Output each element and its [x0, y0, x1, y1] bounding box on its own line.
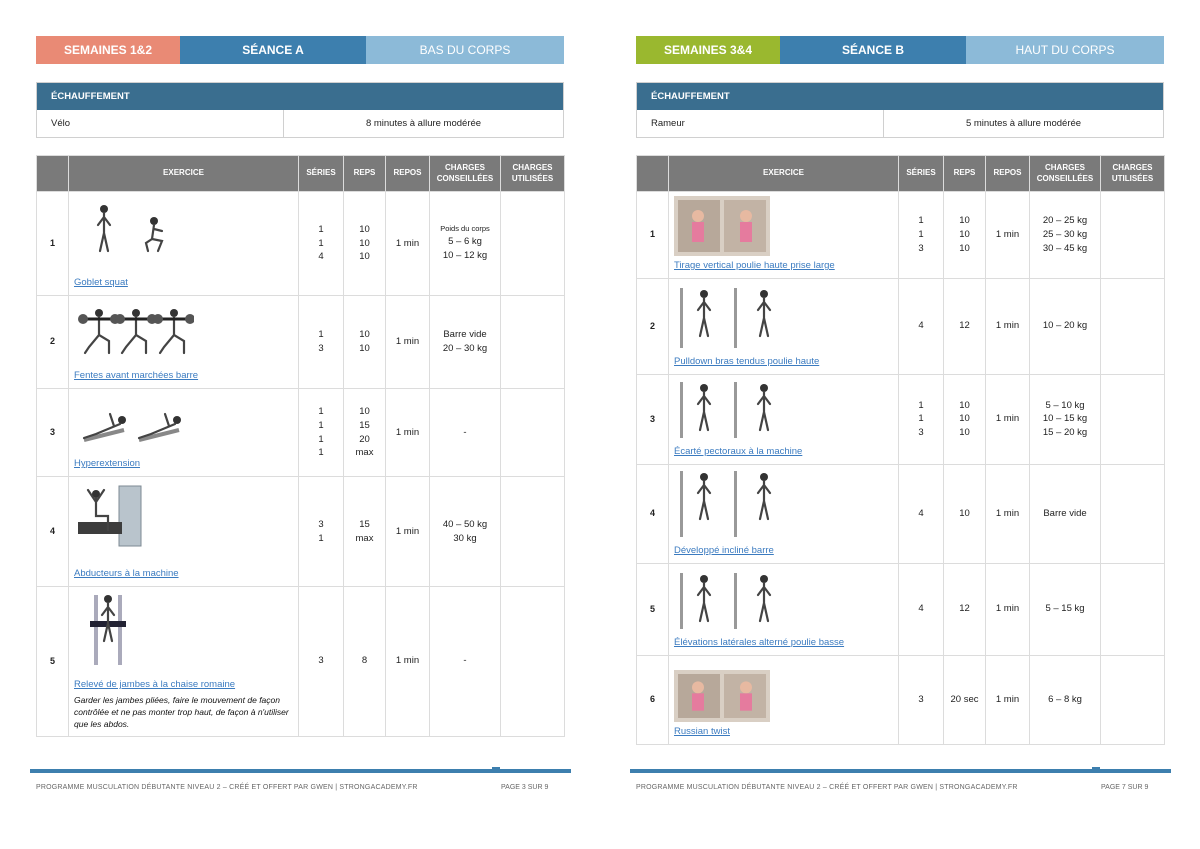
- series-cell: [299, 587, 344, 737]
- table-row: [637, 278, 1165, 374]
- rest-cell: 1 min: [386, 477, 430, 587]
- warmup-row: [37, 110, 563, 137]
- series-cell-value: 1: [318, 419, 324, 431]
- page-left: [36, 36, 564, 730]
- series-cell-value: 1: [918, 215, 924, 227]
- series-cell-value: 1: [918, 229, 924, 240]
- col-rest: REPOS: [386, 156, 430, 192]
- reps-cell-value: 10: [359, 251, 370, 263]
- table-row: [637, 655, 1165, 744]
- series-cell: [299, 192, 344, 296]
- session-label: SÉANCE A: [180, 36, 366, 64]
- loads-advised-cell-value: Barre vide: [1043, 507, 1087, 519]
- exercise-link[interactable]: Relevé de jambes à la chaise romaine: [74, 679, 236, 690]
- series-cell-value: 1: [318, 405, 324, 417]
- exercise-cell: [69, 587, 299, 737]
- exercise-table: [36, 155, 565, 737]
- footer-text: PROGRAMME MUSCULATION DÉBUTANTE NIVEAU 2 – CRÉÉ ET OFFERT PAR GWEN | STRONGACADEMY.FR: [636, 784, 1018, 791]
- loads-advised-cell: [1030, 374, 1101, 464]
- exercise-link[interactable]: Abducteurs à la machine: [74, 568, 179, 580]
- reps-cell-value: 10: [959, 399, 970, 411]
- exercise-cell: [669, 464, 899, 563]
- hyperextension-illustration: [74, 396, 194, 454]
- series-cell: [899, 374, 944, 464]
- loads-advised-cell-value: 5 – 6 kg: [448, 236, 482, 248]
- loads-used-cell[interactable]: [1101, 278, 1165, 374]
- loads-used-cell[interactable]: [1101, 192, 1165, 279]
- exercise-number: 3: [637, 374, 669, 464]
- warmup-detail: 5 minutes à allure modérée: [965, 118, 1082, 129]
- loads-advised-cell-value: 15 – 20 kg: [1042, 427, 1088, 439]
- col-number: [37, 156, 69, 192]
- exercise-cell: [69, 389, 299, 477]
- reps-cell: [344, 389, 386, 477]
- abductor-machine-illustration: [74, 482, 194, 564]
- table-row: [37, 587, 565, 737]
- exercise-number: 5: [637, 563, 669, 655]
- loads-advised-cell-value: 20 – 25 kg: [1042, 215, 1088, 227]
- loads-advised-cell-value: 20 – 30 kg: [442, 343, 488, 354]
- loads-advised-cell-value: Poids du corps: [440, 224, 490, 234]
- loads-advised-cell-value: 40 – 50 kg: [442, 518, 488, 530]
- series-cell: [899, 563, 944, 655]
- page-number: PAGE 3 SUR 9: [501, 784, 549, 791]
- incline-bench-press-illustration: [674, 469, 794, 541]
- loads-used-cell[interactable]: [501, 192, 565, 296]
- series-cell-value: 1: [318, 223, 324, 235]
- reps-cell-value: 15: [359, 419, 370, 431]
- goblet-squat-illustration: [74, 201, 194, 273]
- exercise-cell: [669, 655, 899, 744]
- cable-lateral-raise-illustration: [674, 571, 794, 633]
- body-part-label: BAS DU CORPS: [366, 36, 564, 64]
- reps-cell: [944, 655, 986, 744]
- loads-used-cell[interactable]: [501, 587, 565, 737]
- col-exercise: EXERCICE: [669, 156, 899, 192]
- loads-used-cell[interactable]: [1101, 464, 1165, 563]
- series-cell: [299, 296, 344, 389]
- col-loads-advised: CHARGES CONSEILLÉES: [430, 156, 501, 192]
- col-series: SÉRIES: [299, 156, 344, 192]
- weeks-label: SEMAINES 1&2: [36, 36, 180, 64]
- exercise-cell: [69, 477, 299, 587]
- reps-cell: [944, 374, 986, 464]
- table-header-row: [37, 156, 565, 192]
- loads-advised-cell: [430, 389, 501, 477]
- rest-cell: 1 min: [986, 464, 1030, 563]
- lat-pulldown-photo: [674, 196, 770, 256]
- rest-cell: 1 min: [386, 296, 430, 389]
- exercise-link[interactable]: Développé incliné barre: [674, 544, 774, 556]
- exercise-link[interactable]: Élévations latérales alterné poulie basse: [674, 636, 845, 648]
- reps-cell-value: 10: [959, 427, 970, 439]
- reps-cell: [344, 587, 386, 737]
- reps-cell-value: 20 sec: [950, 693, 979, 705]
- col-reps: REPS: [344, 156, 386, 192]
- footer-tick: [1092, 767, 1100, 769]
- loads-advised-cell-value: 10 – 15 kg: [1042, 413, 1088, 425]
- exercise-number: 6: [637, 655, 669, 744]
- series-cell-value: 3: [318, 343, 324, 354]
- series-cell-value: 4: [918, 507, 924, 519]
- reps-cell-value: max: [355, 532, 374, 544]
- loads-advised-cell-value: 10 – 20 kg: [1042, 320, 1088, 332]
- exercise-number: 1: [37, 192, 69, 296]
- exercise-number: 3: [37, 389, 69, 477]
- series-cell-value: 1: [918, 413, 924, 425]
- col-rest: REPOS: [986, 156, 1030, 192]
- reps-cell: [944, 192, 986, 279]
- exercise-link[interactable]: Hyperextension: [74, 458, 141, 470]
- reps-cell-value: 10: [959, 413, 970, 425]
- loads-advised-cell-value: -: [463, 426, 467, 438]
- loads-used-cell[interactable]: [1101, 655, 1165, 744]
- page-number: PAGE 7 SUR 9: [1101, 784, 1149, 791]
- table-header-row: [637, 156, 1165, 192]
- reps-cell: [944, 278, 986, 374]
- series-cell-value: 1: [318, 532, 324, 544]
- reps-cell: [344, 477, 386, 587]
- loads-advised-cell-value: 30 kg: [453, 532, 477, 544]
- series-cell: [899, 655, 944, 744]
- reps-cell-value: 10: [359, 405, 370, 417]
- loads-advised-cell: [430, 477, 501, 587]
- exercise-number: 4: [37, 477, 69, 587]
- loads-advised-cell: [1030, 563, 1101, 655]
- series-cell: [299, 477, 344, 587]
- loads-used-cell[interactable]: [1101, 563, 1165, 655]
- reps-cell-value: 12: [959, 603, 970, 615]
- rest-cell: 1 min: [386, 389, 430, 477]
- table-row: [637, 192, 1165, 279]
- reps-cell-value: 10: [959, 242, 970, 254]
- loads-advised-cell-value: 10 – 12 kg: [442, 249, 488, 261]
- series-cell-value: 4: [918, 603, 924, 615]
- footer-text: PROGRAMME MUSCULATION DÉBUTANTE NIVEAU 2 – CRÉÉ ET OFFERT PAR GWEN | STRONGACADEMY.FR: [36, 784, 418, 791]
- series-cell: [899, 464, 944, 563]
- exercise-cell: [669, 278, 899, 374]
- series-cell-value: 3: [318, 655, 324, 667]
- warmup-header: ÉCHAUFFEMENT: [37, 83, 563, 110]
- series-cell: [899, 192, 944, 279]
- rest-cell: 1 min: [986, 192, 1030, 279]
- series-cell-value: 4: [318, 251, 324, 263]
- reps-cell: [944, 563, 986, 655]
- reps-cell: [344, 192, 386, 296]
- rest-cell: 1 min: [986, 374, 1030, 464]
- col-series: SÉRIES: [899, 156, 944, 192]
- loads-advised-cell-value: Barre vide: [443, 329, 487, 341]
- exercise-table: [636, 155, 1165, 745]
- reps-cell-value: 8: [361, 655, 368, 667]
- series-cell-value: 1: [918, 399, 924, 411]
- loads-advised-cell: [1030, 655, 1101, 744]
- rest-cell: 1 min: [986, 655, 1030, 744]
- table-row: [37, 296, 565, 389]
- loads-advised-cell-value: 25 – 30 kg: [1042, 229, 1088, 240]
- warmup-activity: Vélo: [37, 110, 284, 137]
- warmup-row: [637, 110, 1163, 137]
- exercise-number: 4: [637, 464, 669, 563]
- reps-cell-value: 10: [359, 223, 370, 235]
- exercise-number: 2: [637, 278, 669, 374]
- exercise-link[interactable]: Tirage vertical poulie haute prise large: [674, 260, 835, 271]
- warmup-table: [636, 82, 1164, 138]
- table-row: [637, 563, 1165, 655]
- loads-used-cell[interactable]: [501, 296, 565, 389]
- loads-advised-cell: [1030, 278, 1101, 374]
- exercise-number: 1: [637, 192, 669, 279]
- series-cell-value: 1: [318, 237, 324, 249]
- exercise-number: 2: [37, 296, 69, 389]
- exercise-cell: [669, 192, 899, 279]
- series-cell-value: 3: [318, 518, 324, 530]
- loads-advised-cell: [430, 192, 501, 296]
- col-loads-advised: CHARGES CONSEILLÉES: [1030, 156, 1101, 192]
- roman-chair-illustration: [74, 591, 194, 675]
- col-loads-used: CHARGES UTILISÉES: [501, 156, 565, 192]
- rest-cell: 1 min: [986, 278, 1030, 374]
- reps-cell-value: 10: [359, 329, 370, 341]
- exercise-cell: [669, 563, 899, 655]
- reps-cell-value: 20: [359, 433, 370, 445]
- series-cell-value: 4: [918, 320, 924, 332]
- body-part-label: HAUT DU CORPS: [966, 36, 1164, 64]
- session-banner: [36, 36, 564, 64]
- straight-arm-pulldown-illustration: [674, 286, 794, 352]
- reps-cell-value: 15: [359, 518, 370, 530]
- series-cell-value: 1: [318, 433, 324, 445]
- reps-cell: [344, 296, 386, 389]
- warmup-activity: Rameur: [637, 110, 884, 137]
- loads-used-cell[interactable]: [1101, 374, 1165, 464]
- loads-advised-cell-value: 5 – 10 kg: [1045, 399, 1085, 411]
- exercise-link[interactable]: Fentes avant marchées barre: [74, 370, 199, 382]
- russian-twist-photo: [674, 670, 770, 722]
- rest-cell: 1 min: [386, 192, 430, 296]
- warmup-table: [36, 82, 564, 138]
- walking-lunges-illustration: [74, 303, 194, 366]
- col-number: [637, 156, 669, 192]
- footer-bar: [630, 769, 1171, 773]
- exercise-link[interactable]: Goblet squat: [74, 277, 128, 289]
- reps-cell-value: 10: [359, 343, 370, 354]
- loads-advised-cell: [1030, 464, 1101, 563]
- reps-cell-value: 10: [359, 237, 370, 249]
- session-label: SÉANCE B: [780, 36, 966, 64]
- reps-cell-value: 10: [959, 215, 970, 227]
- table-row: [37, 477, 565, 587]
- loads-advised-cell-value: -: [463, 655, 467, 667]
- table-row: [637, 374, 1165, 464]
- exercise-cell: [669, 374, 899, 464]
- exercise-note: Garder les jambes pliées, faire le mouvement de façon contrôlée et ne pas monter trop haut, de façon à n'utiliser que les abdos.: [74, 694, 289, 730]
- exercise-number: 5: [37, 587, 69, 737]
- loads-advised-cell-value: 30 – 45 kg: [1042, 242, 1088, 254]
- reps-cell-value: 12: [959, 320, 970, 332]
- loads-advised-cell-value: 6 – 8 kg: [1048, 693, 1082, 705]
- exercise-link[interactable]: Russian twist: [674, 725, 730, 737]
- series-cell: [299, 389, 344, 477]
- loads-advised-cell: [430, 587, 501, 737]
- series-cell-value: 3: [918, 693, 924, 705]
- exercise-link[interactable]: Pulldown bras tendus poulie haute: [674, 356, 820, 367]
- table-row: [37, 192, 565, 296]
- reps-cell-value: 10: [959, 229, 970, 240]
- series-cell-value: 3: [918, 242, 924, 254]
- reps-cell-value: 10: [959, 507, 970, 519]
- rest-cell: 1 min: [386, 587, 430, 737]
- footer-tick: [492, 767, 500, 769]
- exercise-link[interactable]: Écarté pectoraux à la machine: [674, 446, 803, 457]
- loads-used-cell[interactable]: [501, 389, 565, 477]
- loads-used-cell[interactable]: [501, 477, 565, 587]
- series-cell-value: 3: [918, 427, 924, 439]
- footer-bar: [30, 769, 571, 773]
- loads-advised-cell-value: 5 – 15 kg: [1045, 603, 1085, 615]
- loads-advised-cell: [1030, 192, 1101, 279]
- col-exercise: EXERCICE: [69, 156, 299, 192]
- reps-cell-value: max: [355, 447, 374, 459]
- series-cell: [899, 278, 944, 374]
- session-banner: [636, 36, 1164, 64]
- reps-cell: [944, 464, 986, 563]
- page-right: [636, 36, 1164, 737]
- col-loads-used: CHARGES UTILISÉES: [1101, 156, 1165, 192]
- series-cell-value: 1: [318, 329, 324, 341]
- loads-advised-cell: [430, 296, 501, 389]
- series-cell-value: 1: [318, 447, 324, 459]
- exercise-cell: [69, 296, 299, 389]
- warmup-header: ÉCHAUFFEMENT: [637, 83, 1163, 110]
- rest-cell: 1 min: [986, 563, 1030, 655]
- pec-deck-illustration: [674, 380, 794, 442]
- exercise-cell: [69, 192, 299, 296]
- table-row: [37, 389, 565, 477]
- weeks-label: SEMAINES 3&4: [636, 36, 780, 64]
- warmup-detail: 8 minutes à allure modérée: [365, 118, 482, 129]
- col-reps: REPS: [944, 156, 986, 192]
- table-row: [637, 464, 1165, 563]
